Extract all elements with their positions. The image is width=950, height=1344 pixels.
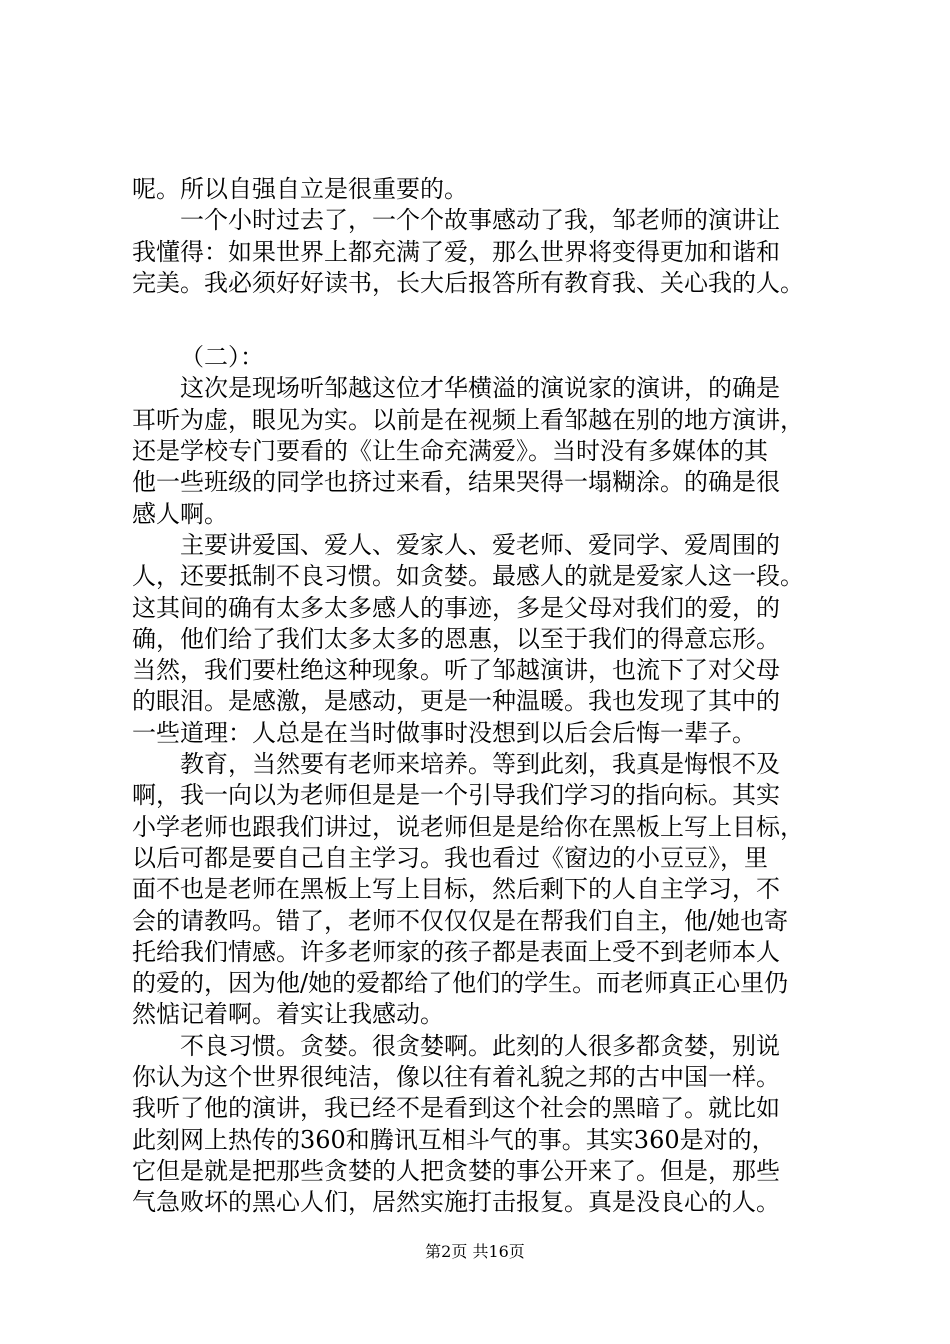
text-line: 会的请教吗。错了，老师不仅仅仅是在帮我们自主，他/她也寄 [132, 906, 789, 935]
paragraph-gap [132, 299, 832, 342]
page-number: 第2页 共16页 [425, 1242, 525, 1261]
text-line: 教育，当然要有老师来培养。等到此刻，我真是悔恨不及 [180, 750, 780, 779]
document-body [132, 174, 832, 1219]
text-line: 面不也是老师在黑板上写上目标，然后剩下的人自主学习，不 [132, 875, 780, 904]
text-line: 一个小时过去了，一个个故事感动了我，邹老师的演讲让 [180, 206, 780, 235]
paragraph-2 [132, 373, 832, 529]
text-line: 小学老师也跟我们讲过，说老师但是是给你在黑板上写上目标， [132, 812, 804, 841]
text-line: 他一些班级的同学也挤过来看，结果哭得一塌糊涂。的确是很 [132, 468, 780, 497]
text-line: 此刻网上热传的360和腾讯互相斗气的事。其实360是对的， [132, 1125, 776, 1154]
text-line: 然惦记着啊。着实让我感动。 [132, 1000, 444, 1029]
text-line: 的爱的，因为他/她的爱都给了他们的学生。而老师真正心里仍 [132, 969, 789, 998]
text-line: 当然，我们要杜绝这种现象。听了邹越演讲，也流下了对父母 [132, 656, 780, 685]
text-line: 主要讲爱国、爱人、爱家人、爱老师、爱同学、爱周围的 [180, 530, 780, 559]
continuation-text [132, 174, 832, 205]
text-line: 的眼泪。是感激，是感动，更是一种温暖。我也发现了其中的 [132, 687, 780, 716]
text-line: 耳听为虚，眼见为实。以前是在视频上看邹越在别的地方演讲， [132, 405, 804, 434]
text-line: 你认为这个世界很纯洁，像以往有着礼貌之邦的古中国一样。 [132, 1063, 780, 1092]
text-line: 它但是就是把那些贪婪的人把贪婪的事公开来了。但是，那些 [132, 1156, 780, 1185]
text-line: 感人啊。 [132, 499, 228, 528]
text-line: 呢。所以自强自立是很重要的。 [132, 175, 468, 203]
text-line: 完美。我必须好好读书，长大后报答所有教育我、关心我的人。 [132, 268, 804, 297]
text-line: 我懂得：如果世界上都充满了爱，那么世界将变得更加和谐和 [132, 237, 780, 266]
text-line: 一些道理：人总是在当时做事时没想到以后会后悔一辈子。 [132, 718, 756, 747]
text-line: 确，他们给了我们太多太多的恩惠，以至于我们的得意忘形。 [132, 624, 780, 653]
paragraph-4 [132, 749, 832, 1031]
text-line: 托给我们情感。许多老师家的孩子都是表面上受不到老师本人 [132, 937, 780, 966]
text-line: 不良习惯。贪婪。很贪婪啊。此刻的人很多都贪婪，别说 [180, 1031, 780, 1060]
paragraph-5 [132, 1031, 832, 1219]
paragraph-3 [132, 530, 832, 749]
paragraph-1 [132, 205, 832, 299]
text-line: 气急败坏的黑心人们，居然实施打击报复。真是没良心的人。 [132, 1188, 780, 1217]
text-line: 还是学校专门要看的《让生命充满爱》。当时没有多媒体的其 [132, 437, 768, 466]
text-line: 以后可都是要自己自主学习。我也看过《窗边的小豆豆》，里 [132, 843, 768, 872]
section-heading: （二）： [180, 343, 264, 372]
text-line: 这其间的确有太多太多感人的事迹，多是父母对我们的爱，的 [132, 593, 780, 622]
text-line: 人，还要抵制不良习惯。如贪婪。最感人的就是爱家人这一段。 [132, 562, 804, 591]
text-line: 啊，我一向以为老师但是是一个引导我们学习的指向标。其实 [132, 781, 780, 810]
page-footer [0, 1242, 950, 1262]
text-line: 这次是现场听邹越这位才华横溢的演说家的演讲，的确是 [180, 374, 780, 403]
text-line: 我听了他的演讲，我已经不是看到这个社会的黑暗了。就比如 [132, 1094, 780, 1123]
